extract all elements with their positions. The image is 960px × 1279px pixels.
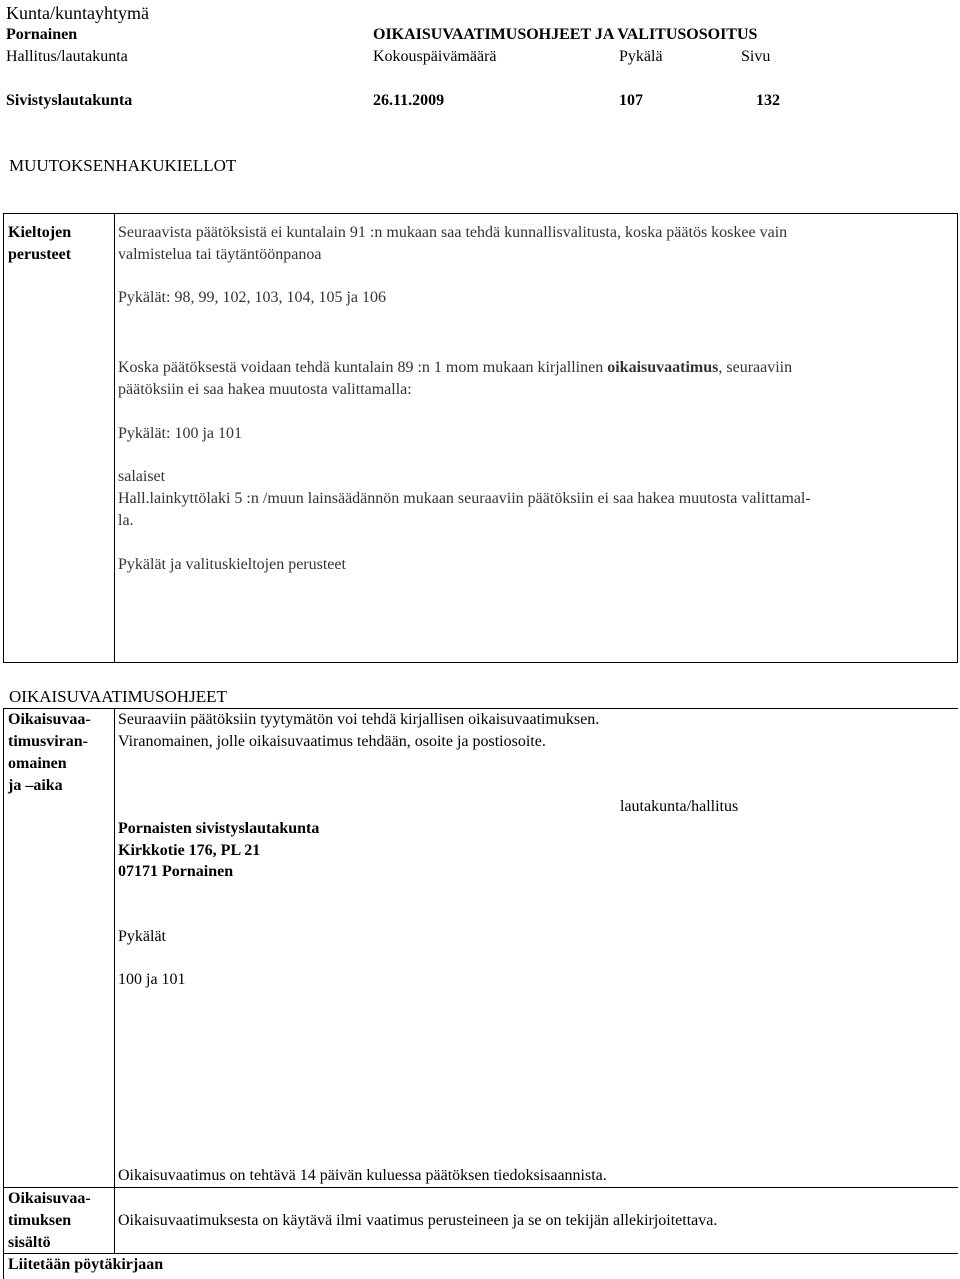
para1-line2: valmistelua tai täytäntöönpanoa [118,246,322,263]
address-line3: 07171 Pornainen [118,863,234,880]
divider-sisalto [3,1187,958,1188]
kunta-value: Pornainen [6,26,78,43]
column-divider-2 [114,708,115,1253]
sivu-value: 132 [756,92,780,109]
date-label: Kokouspäivämäärä [373,48,497,65]
side-label-kieltojen: Kieltojen [8,224,72,241]
section-title-oikaisuvaatimusohjeet: OIKAISUVAATIMUSOHJEET [9,687,227,706]
side1-line4: ja –aika [8,777,63,794]
side2-line1: Oikaisuvaa- [8,1190,91,1207]
footer-liitetaan: Liitetään pöytäkirjaan [8,1256,164,1273]
date-value: 26.11.2009 [373,92,445,109]
pykala-label: Pykälä [619,48,663,65]
deadline-text: Oikaisuvaatimus on tehtävä 14 päivän kuluessa päätöksen tiedoksisaannista. [118,1167,607,1184]
instruction-line2: Viranomainen, jolle oikaisuvaatimus tehdään, osoite ja postiosoite. [118,733,546,750]
hall-line2: la. [118,512,134,529]
column-divider [114,213,115,663]
sivu-label: Sivu [741,48,771,65]
instruction-line1: Seuraaviin päätöksiin tyytymätön voi tehdä kirjallisen oikaisuvaatimuksen. [118,711,600,728]
pykalat-list-1: Pykälät: 98, 99, 102, 103, 104, 105 ja 106 [118,289,386,306]
address-line1: Pornaisten sivistyslautakunta [118,820,320,837]
side2-line2: timuksen [8,1212,72,1229]
para2-line1: Koska päätöksestä voidaan tehdä kuntalain 89 :n 1 mom mukaan kirjallinen oikaisuvaatimus, seuraaviin [118,359,793,376]
left-border [3,708,4,1279]
pykalat-ja-perusteet: Pykälät ja valituskieltojen perusteet [118,556,346,573]
para1-line1: Seuraavista päätöksistä ei kuntalain 91 :n mukaan saa tehdä kunnallisvalitusta, koska päätös koskee vain [118,224,788,241]
lautakunta-hallitus-label: lautakunta/hallitus [620,798,739,815]
side1-line2: timusviran- [8,733,88,750]
side1-line1: Oikaisuvaa- [8,711,91,728]
pykalat-value: 100 ja 101 [118,971,186,988]
kunta-label: Kunta/kuntayhtymä [6,3,149,23]
section-title-muutoksenhakukiellot: MUUTOKSENHAKUKIELLOT [9,156,237,175]
content-requirement-text: Oikaisuvaatimuksesta on käytävä ilmi vaatimus perusteineen ja se on tekijän allekirjoitettava. [118,1212,718,1229]
pykalat-list-2: Pykälät: 100 ja 101 [118,425,242,442]
pykala-value: 107 [619,92,643,109]
address-line2: Kirkkotie 176, PL 21 [118,842,261,859]
hallitus-label: Hallitus/lautakunta [6,48,128,65]
side1-line3: omainen [8,755,67,772]
pykalat-label: Pykälät [118,928,166,945]
oikaisuvaatimus-bold: oikaisuvaatimus [607,359,719,376]
salaiset-label: salaiset [118,468,166,485]
hall-line1: Hall.lainkyttölaki 5 :n /muun lainsäädännön mukaan seuraaviin päätöksiin ei saa hakea muutosta valittamal- [118,490,811,507]
side2-line3: sisältö [8,1234,51,1251]
document-title: OIKAISUVAATIMUSOHJEET JA VALITUSOSOITUS [373,26,758,43]
side-label-perusteet: perusteet [8,246,72,263]
board-value: Sivistyslautakunta [6,92,133,109]
para2-line2: päätöksiin ei saa hakea muutosta valittamalla: [118,381,412,398]
